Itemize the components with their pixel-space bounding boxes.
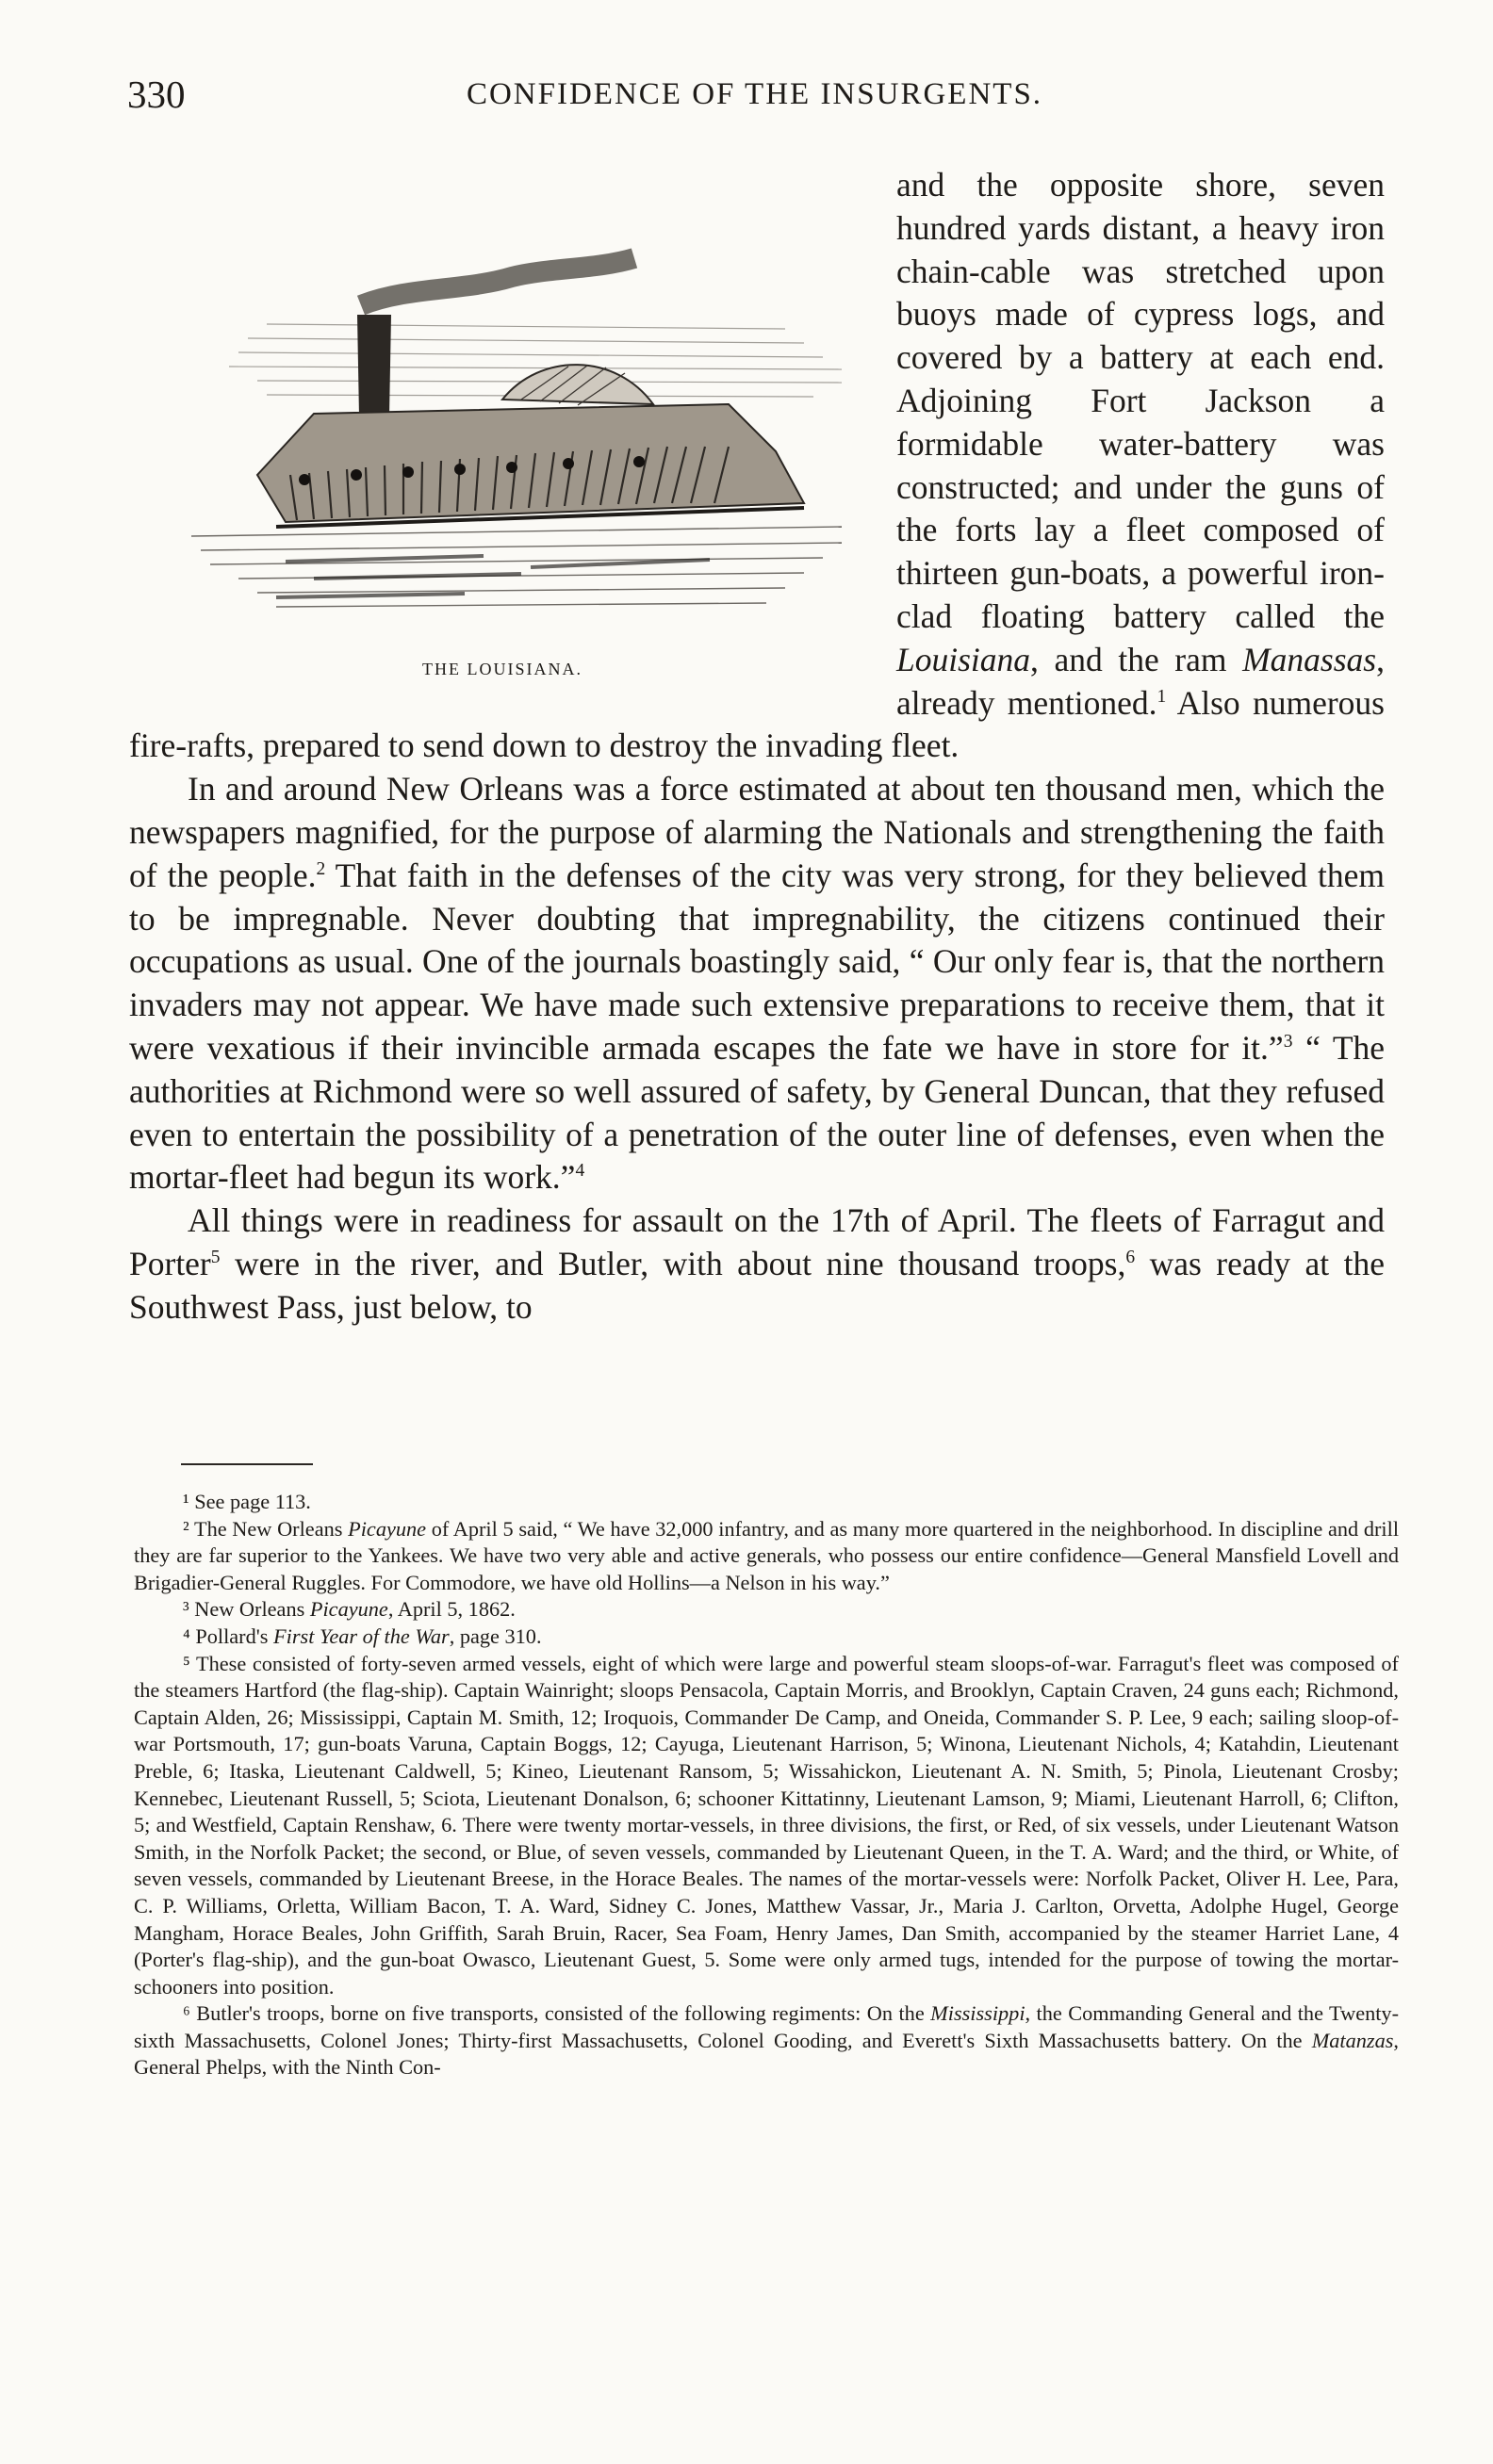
footnote: ⁵ These consisted of forty-seven armed vessels, eight of which were large and powerful steam sloops-of-war. Farragut's fleet was composed of the steamers Hartford (the flag-ship). Captain Wainright; sloops Pensacola, Captain Morris, and Brooklyn, Captain Craven, 24 guns each; Richmond, Captain Alden, 26; Mississippi, Captain M. Smith, 12; Iroquois, Commander De Camp, and Oneida, Commander S. P. Lee, 9 each; sailing sloop-of-war Portsmouth, 17; gun-boats Varuna, Captain Boggs, 12; Cayuga, Lieutenant Harrison, 5; Winona, Lieutenant Nichols, 4; Katahdin, Lieutenant Preble, 6; Itaska, Lieutenant Caldwell, 5; Kineo, Lieutenant Ransom, 5; Wissahickon, Lieutenant A. N. Smith, 5; Pinola, Lieutenant Crosby; Kennebec, Lieutenant Russell, 5; Sciota, Lieutenant Donalson, 6; schooner Kittatinny, Lieutenant Lamson, 9; Miami, Lieutenant Harroll, 6; Clifton, 5; and Westfield, Captain Renshaw, 6. There were twenty mortar-vessels, in three divisions, the first, or Red, of six vessels, under Lieutenant Watson Smith, in the Norfolk Packet; the second, or Blue, of seven vessels, commanded by Lieutenant Queen, in the T. A. Ward; and the third, or White, of seven vessels, commanded by Lieutenant Breese, in the Horace Beales. The names of the mortar-vessels were: Norfolk Packet, Oliver H. Lee, Para, C. P. Williams, Orletta, William Bacon, T. A. Ward, Sidney C. Jones, Matthew Vassar, Jr., Maria J. Carlton, Orvetta, Adolphe Hugel, George Mangham, Horace Beales, John Griffith, Sarah Bruin, Racer, Sea Foam, Henry James, Dan Smith, accompanied by the steamer Harriet Lane, 4 (Porter's flag-ship), and the gun-boat Owasco, Lieutenant Guest, 5. Some were only armed tugs, intended for the purpose of towing the mortar-schooners into position. bbox=[134, 1651, 1399, 1999]
text-run: ² The New Orleans bbox=[183, 1516, 349, 1541]
paragraph bbox=[129, 1199, 1385, 1329]
text-run: , General Phelps, with the Ninth Con- bbox=[134, 2028, 1399, 2080]
footnote bbox=[134, 1516, 1399, 1597]
footnotes bbox=[134, 1489, 1399, 2081]
ship-name: Manassas bbox=[1242, 640, 1377, 678]
footnote-ref[interactable]: 6 bbox=[1125, 1248, 1136, 1268]
text-run: was ready at the Southwest Pass, just below, to bbox=[129, 1244, 1385, 1326]
ship-name: Louisiana bbox=[896, 640, 1031, 678]
footnote-ref[interactable]: 5 bbox=[210, 1248, 221, 1268]
footnote-rule bbox=[181, 1463, 313, 1465]
louisiana-illustration bbox=[125, 164, 879, 701]
text-run: , April 5, 1862. bbox=[387, 1597, 516, 1622]
paragraph bbox=[129, 164, 1385, 768]
text-run: ⁶ Butler's troops, borne on five transports, consisted of the following regiments: On the bbox=[183, 2001, 931, 2026]
running-title: CONFIDENCE OF THE INSURGENTS. bbox=[466, 77, 1043, 111]
text-run: were in the river, and Butler, with about nine thousand troops, bbox=[220, 1244, 1126, 1282]
footnote bbox=[134, 1596, 1399, 1624]
text-run: , and the ram bbox=[1030, 640, 1227, 678]
figure-caption: THE LOUISIANA. bbox=[422, 660, 582, 678]
newspaper-title: Picayune bbox=[309, 1597, 388, 1622]
text-run: of April 5 said, “ We have 32,000 infantry, and as many more quartered in the neighborhood. In discipline and drill they are far superior to the Yankees. We have two very able and active generals, who possess our entire confidence—General Mansfield Lovell and Brigadier-General Ruggles. For Commodore, we have old Hollins—a Nelson in his way.” bbox=[134, 1516, 1400, 1594]
footnote-ref[interactable]: 1 bbox=[1157, 686, 1167, 707]
text-run: In and around New Orleans was a force estimated at about ten thousand men, which the newspapers magnified, for the purpose of alarming the Nationals and strengthening the faith of the people. bbox=[129, 770, 1385, 894]
text-run: All things were in readiness for assault on the 17th of April. The fleets of Farragut and Porter bbox=[129, 1201, 1385, 1282]
text-run: ⁴ Pollard's bbox=[183, 1624, 274, 1648]
text-run: ³ New Orleans bbox=[183, 1597, 310, 1622]
footnote bbox=[134, 2000, 1399, 2081]
ship-name: Matanzas bbox=[1311, 2028, 1394, 2052]
text-run: , the Commanding General and the Twenty-sixth Massachusetts, Colonel Jones; Thirty-first Massachusetts, Colonel Gooding, and Everett's Sixth Massachusetts battery. On the bbox=[134, 2001, 1400, 2052]
paragraph bbox=[129, 768, 1385, 1199]
footnote-ref[interactable]: 3 bbox=[1283, 1032, 1293, 1053]
footnote-ref[interactable]: 2 bbox=[316, 858, 326, 879]
ship-name: Mississippi bbox=[930, 2001, 1025, 2026]
footnote bbox=[134, 1624, 1399, 1651]
text-run: , already mentioned. bbox=[896, 640, 1385, 722]
page-number: 330 bbox=[127, 73, 186, 116]
footnote-ref[interactable]: 4 bbox=[575, 1161, 585, 1182]
text-run: and the opposite shore, seven hundred yards distant, a heavy iron chain-cable was stretched upon buoys made of cypress logs, and covered by a battery at each end. Adjoining Fort Jackson a formidable water-battery was constructed; and under the guns of the forts lay a fleet composed of thirteen gun-boats, a powerful iron-clad floating battery called the bbox=[896, 166, 1385, 635]
text-run: “ The authorities at Richmond were so well assured of safety, by General Duncan, that they refused even to entertain the possibility of a penetration of the outer line of defenses, even when the mortar-fleet had begun its work.” bbox=[129, 1028, 1386, 1197]
book-title: First Year of the War bbox=[273, 1624, 450, 1648]
text-run: That faith in the defenses of the city was very strong, for they believed them to be impregnable. Never doubting that impregnability, the citizens continued their occupations as usual. One of the journals boastingly said, “ Our only fear is, that the northern invaders may not appear. We have made such extensive preparations to receive them, that it were vexatious if their invincible armada escapes the fate we have in store for it.” bbox=[129, 856, 1385, 1067]
main-text bbox=[129, 164, 1385, 1330]
ironclad-engraving bbox=[125, 164, 879, 701]
footnote: ¹ See page 113. bbox=[183, 1490, 311, 1513]
text-run: Also numerous fire-rafts, prepared to send down to destroy the invading fleet. bbox=[129, 683, 1385, 765]
text-run: , page 310. bbox=[449, 1624, 542, 1648]
newspaper-title: Picayune bbox=[348, 1516, 427, 1541]
page-header bbox=[127, 72, 1382, 128]
